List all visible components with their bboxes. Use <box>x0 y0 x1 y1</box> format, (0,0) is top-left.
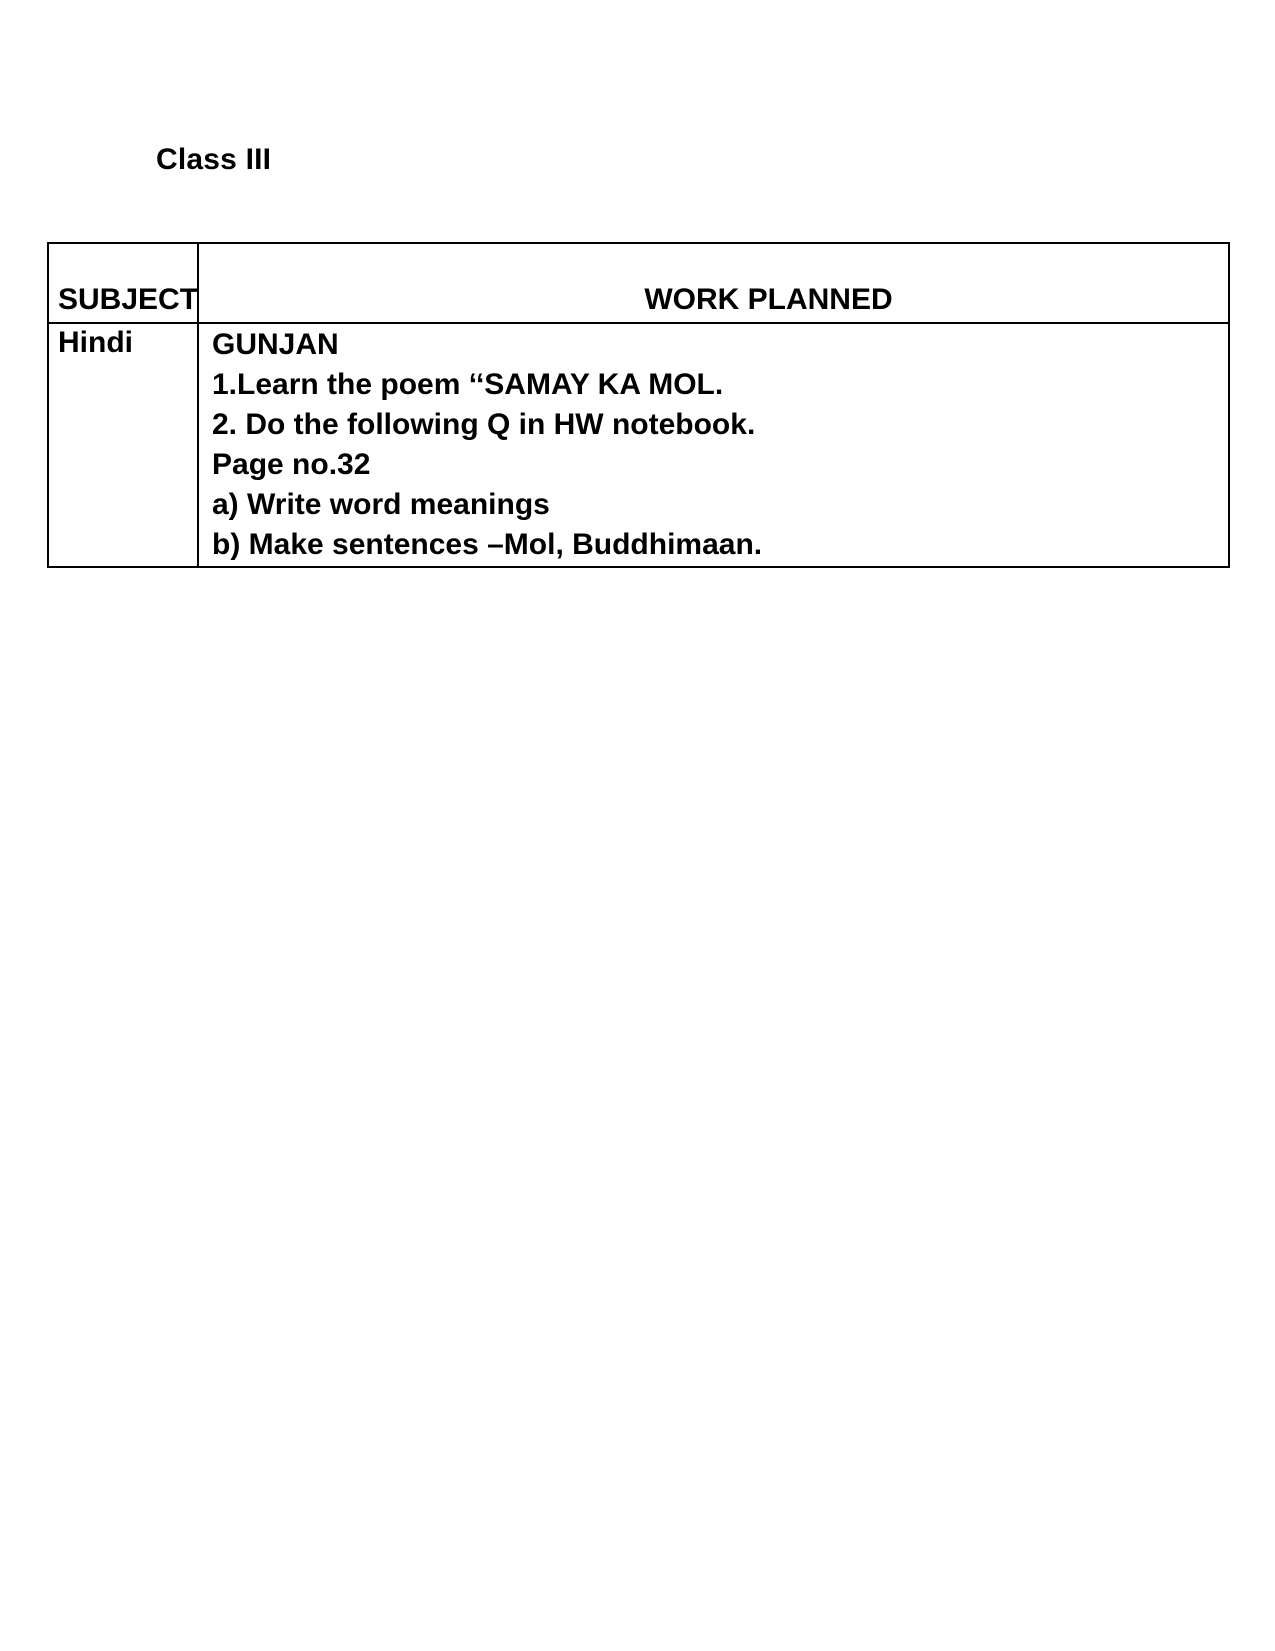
table-header-row <box>48 243 1229 323</box>
work-planned-table <box>47 242 1230 568</box>
work-line: a) Write word meanings <box>212 488 550 521</box>
work-line: b) Make sentences –Mol, Buddhimaan. <box>212 528 763 561</box>
work-line: 2. Do the following Q in HW notebook. <box>212 408 756 441</box>
subject-cell: Hindi <box>48 323 198 567</box>
work-line: GUNJAN <box>212 328 339 361</box>
table-row <box>48 323 1229 567</box>
work-line: Page no.32 <box>212 448 371 481</box>
column-header-subject: SUBJECT <box>48 243 198 323</box>
page-title: Class III <box>156 143 272 176</box>
column-header-work-planned: WORK PLANNED <box>198 243 1229 323</box>
work-planned-cell <box>198 323 1229 567</box>
work-line: 1.Learn the poem ‘‘SAMAY KA MOL. <box>212 368 724 401</box>
